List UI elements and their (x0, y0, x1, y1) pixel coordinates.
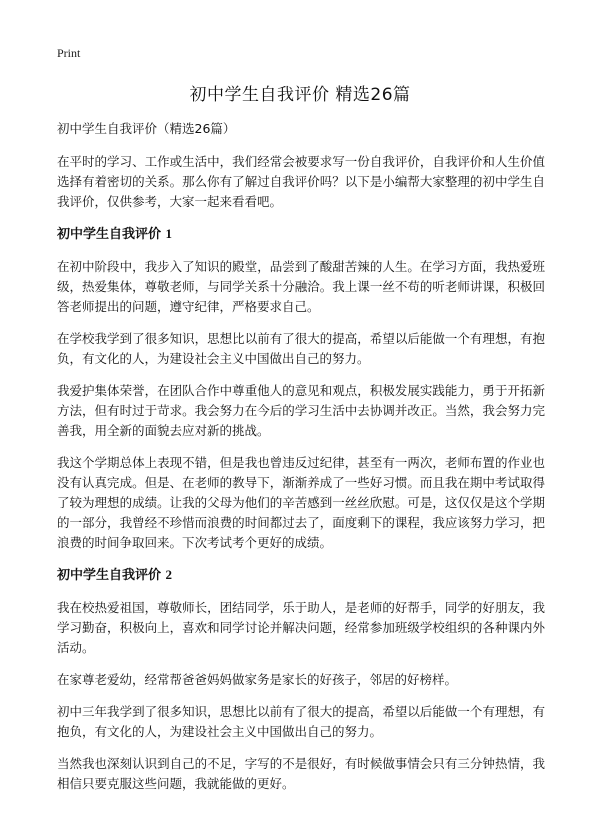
page-title: 初中学生自我评价 精选26篇 (189, 85, 411, 105)
section-heading-1 (57, 224, 545, 245)
section-heading-text: 初中学生自我评价 (57, 227, 162, 242)
article-subtitle: 初中学生自我评价（精选26篇） (57, 121, 236, 136)
section-1-paragraph-3: 我爱护集体荣誉，在团队合作中尊重他人的意见和观点，积极发展实践能力，勇于开拓新方法，但有时过于苛求。我会努力在今后的学习生活中去协调并改正。当然，我会努力完善我，用全新的面貌去应对新的挑战。 (57, 383, 545, 438)
section-2-paragraph-4: 当然我也深刻认识到自己的不足，字写的不是很好，有时候做事情会只有三分钟热情，我相信只要克服这些问题，我就能做的更好。 (57, 756, 545, 791)
intro-paragraph: 在平时的学习、工作或生活中，我们经常会被要求写一份自我评价，自我评价和人生价值选择有着密切的关系。那么你有了解过自我评价吗？以下是小编帮大家整理的初中学生自我评价，仅供参考，大家一起来看看吧。 (57, 154, 545, 209)
section-2-paragraph-1: 我在校热爱祖国，尊敬师长，团结同学，乐于助人，是老师的好帮手，同学的好朋友，我学习勤奋，积极向上，喜欢和同学讨论并解决问题，经常参加班级学校组织的各种课内外活动。 (57, 600, 545, 655)
section-2-paragraph-2: 在家尊老爱幼，经常帮爸爸妈妈做家务是家长的好孩子，邻居的好榜样。 (57, 672, 458, 687)
article-body (57, 120, 545, 806)
section-1-paragraph-2: 在学校我学到了很多知识，思想比以前有了很大的提高，希望以后能做一个有理想，有抱负，有文化的人，为建设社会主义中国做出自己的努力。 (57, 331, 545, 366)
section-heading-2 (57, 565, 545, 586)
section-number: 2 (165, 567, 173, 582)
section-number: 1 (165, 226, 173, 241)
section-heading-text: 初中学生自我评价 (57, 568, 162, 583)
section-2-paragraph-3: 初中三年我学到了很多知识，思想比以前有了很大的提高，希望以后能做一个有理想，有抱负，有文化的人，为建设社会主义中国做出自己的努力。 (57, 704, 545, 739)
section-1-paragraph-4: 我这个学期总体上表现不错，但是我也曾违反过纪律，甚至有一两次，老师布置的作业也没有认真完成。但是、在老师的教导下，渐渐养成了一些好习惯。而且我在期中考试取得了较为理想的成绩。让我的父母为他们的辛苦感到一丝丝欣慰。可是，这仅仅是这个学期的一部分，我曾经不珍惜而浪费的时间都过去了，面度剩下的课程，我应该努力学习，把浪费的时间争取回来。下次考试考个更好的成绩。 (57, 455, 545, 550)
print-link[interactable]: Print (57, 46, 81, 60)
section-1-paragraph-1: 在初中阶段中，我步入了知识的殿堂，品尝到了酸甜苦辣的人生。在学习方面，我热爱班级，热爱集体，尊敬老师，与同学关系十分融洽。我上课一丝不苟的听老师讲课，积极回答老师提出的问题，遵守纪律，严格要求自己。 (57, 259, 545, 314)
